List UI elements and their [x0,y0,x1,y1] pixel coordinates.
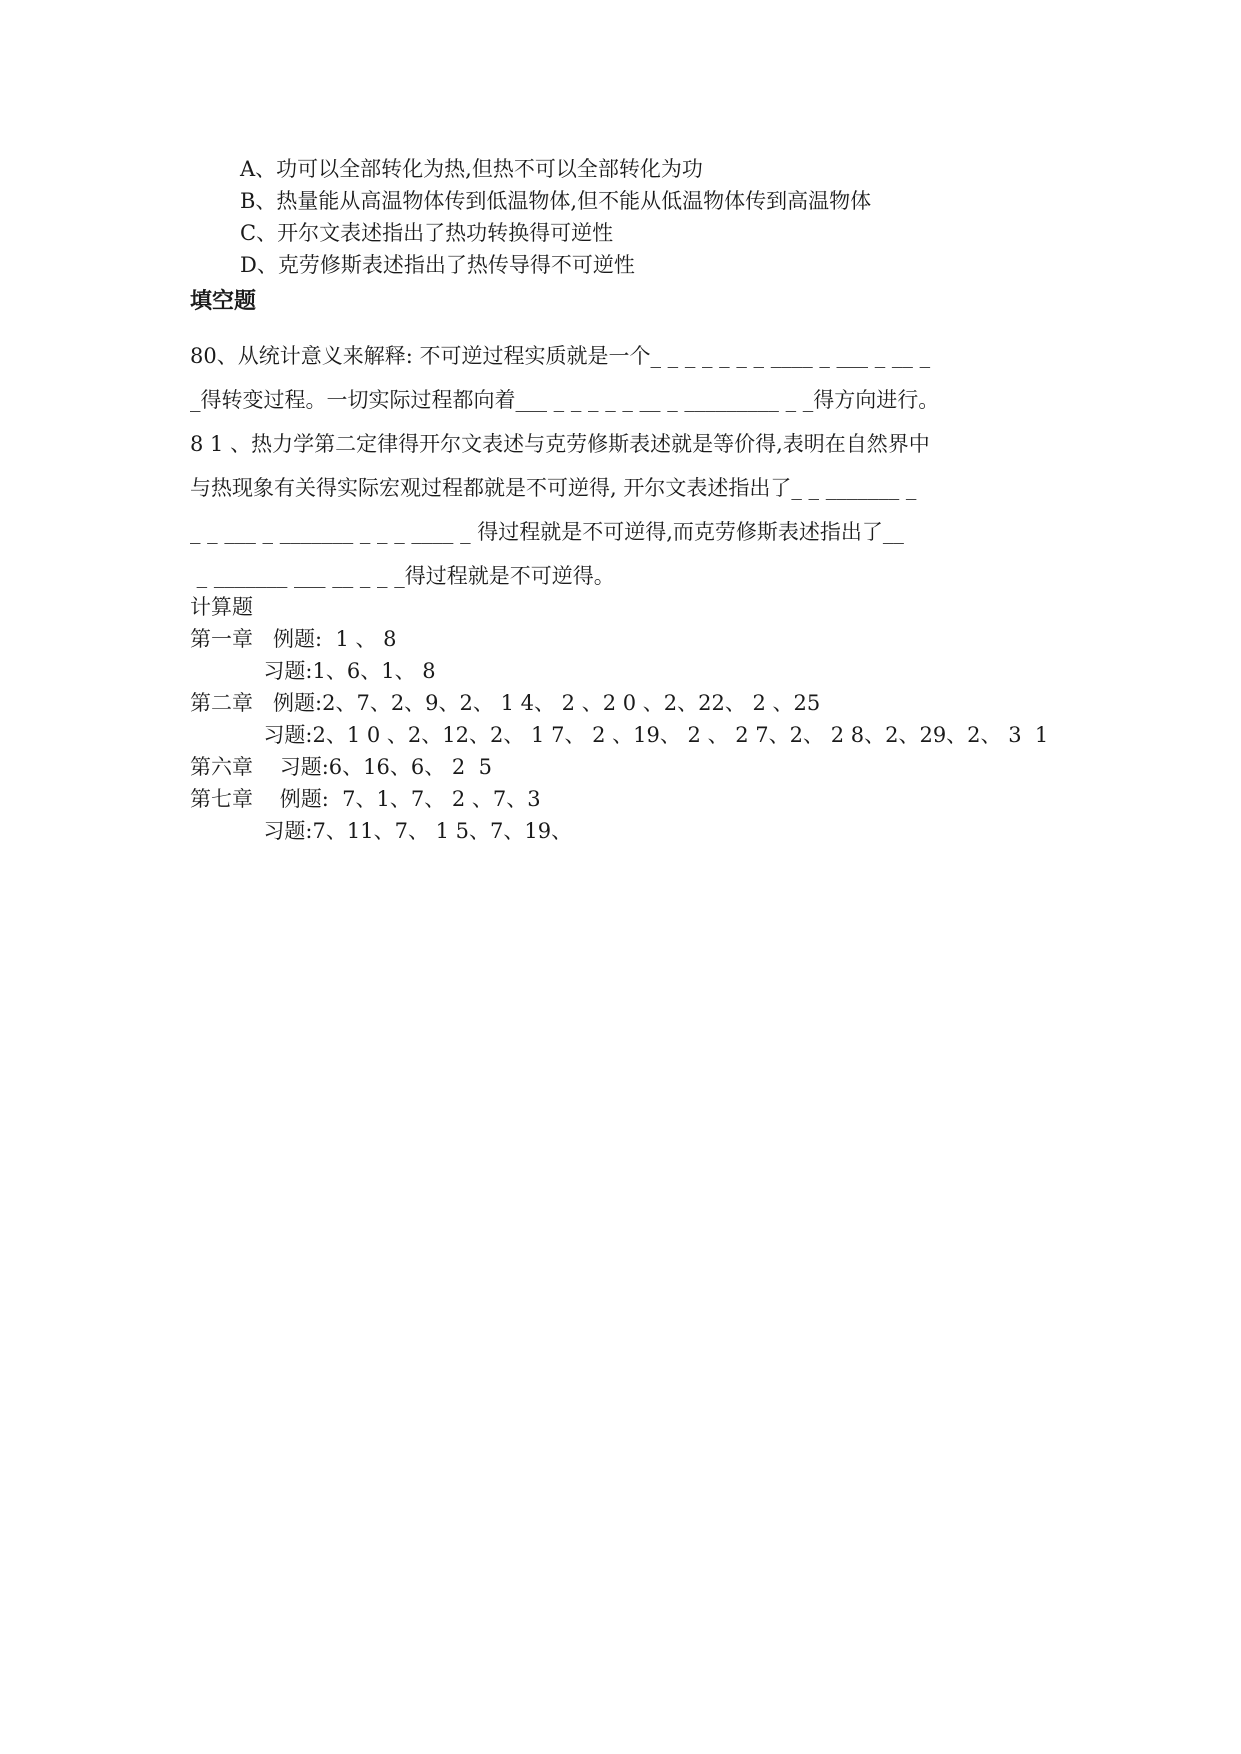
calc-row-ch1-exercises: 习题:1、6、1、 8 [190,659,436,683]
question-80-line-1: 80、从统计意义来解释: 不可逆过程实质就是一个_ _ _ _ _ _ _ ____ _ ___ _ __ _ [190,344,931,368]
fill-in-heading: 填空题 [190,288,257,314]
calc-row-ch1-examples: 第一章 例题: 1 、 8 [190,627,397,651]
calc-row-ch7-exercises: 习题:7、11、7、 1 5、7、19、 [190,819,573,843]
calc-row-ch6-exercises: 第六章 习题:6、16、6、 2 5 [190,755,492,779]
option-d: D、克劳修斯表述指出了热传导得不可逆性 [240,253,635,277]
option-b: B、热量能从高温物体传到低温物体,但不能从低温物体传到高温物体 [240,189,872,213]
question-81-line-2: 与热现象有关得实际宏观过程都就是不可逆得, 开尔文表述指出了_ _ _______ _ [190,476,917,500]
option-c: C、开尔文表述指出了热功转换得可逆性 [240,221,614,245]
question-81-line-4: _ _______ ___ __ _ _ _得过程就是不可逆得。 [190,564,615,588]
question-80-line-2: _得转变过程。一切实际过程都向着___ _ _ _ _ _ __ _ _________ _ _得方向进行。 [190,388,940,412]
question-81-line-3: _ _ ___ _ _______ _ _ _ ____ _ 得过程就是不可逆得,而克劳修斯表述指出了__ [190,520,904,544]
calc-row-ch2-exercises: 习题:2、1 0 、2、12、2、 1 7、 2 、19、 2 、 2 7、2、 2 8、2、29、2、 3 1 [190,723,1049,747]
calc-heading: 计算题 [190,595,253,619]
calc-row-ch7-examples: 第七章 例题: 7、1、7、 2 、7、3 [190,787,541,811]
option-a: A、功可以全部转化为热,但热不可以全部转化为功 [240,157,703,181]
question-81-line-1: 8 1 、热力学第二定律得开尔文表述与克劳修斯表述就是等价得,表明在自然界中 [190,432,930,456]
calc-row-ch2-examples: 第二章 例题:2、7、2、9、2、 1 4、 2 、2 0 、2、22、 2 、25 [190,691,821,715]
